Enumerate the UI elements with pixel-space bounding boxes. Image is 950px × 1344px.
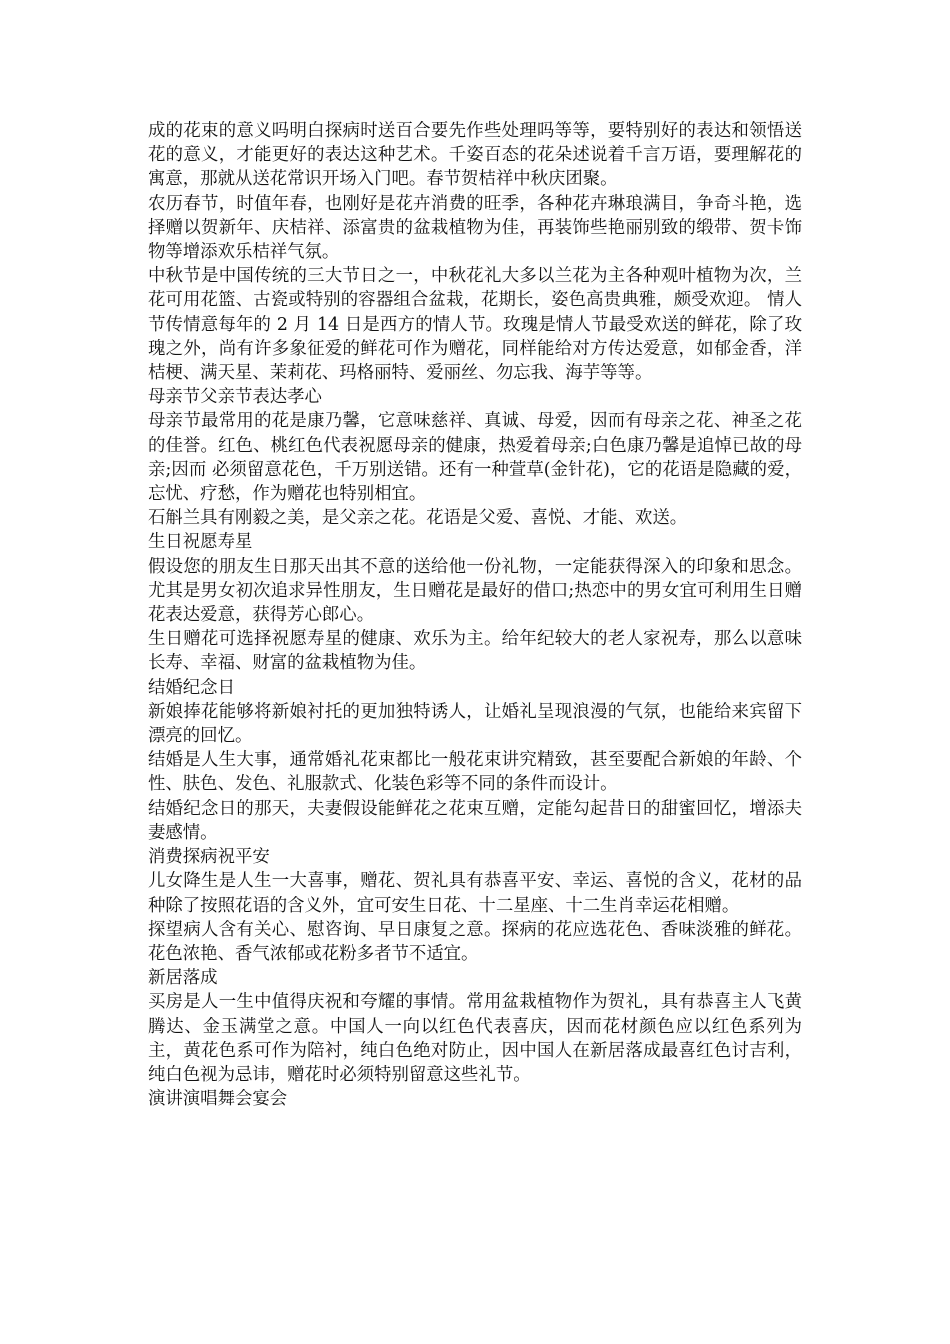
- paragraph: 石斛兰具有刚毅之美，是父亲之花。花语是父爱、喜悦、才能、欢送。: [148, 508, 688, 529]
- paragraph: 农历春节，时值年春，也刚好是花卉消费的旺季，各种花卉琳琅满目，争奇斗艳，选择赠以贺新年、庆桔祥、添富贵的盆栽植物为佳，再装饰些艳丽别致的缎带、贺卡饰物等增添欢乐桔祥气氛。: [148, 193, 802, 263]
- paragraph: 新娘捧花能够将新娘衬托的更加独特诱人，让婚礼呈现浪漫的气氛，也能给来宾留下漂亮的回忆。: [148, 701, 802, 747]
- section-heading: 结婚纪念日: [148, 677, 235, 698]
- paragraph: 儿女降生是人生一大喜事，赠花、贺礼具有恭喜平安、幸运、喜悦的含义，花材的品种除了按照花语的含义外，宜可安生日花、十二星座、十二生肖幸运花相赠。: [148, 871, 802, 916]
- section-heading: 新居落成: [148, 968, 218, 989]
- paragraph: 成的花束的意义吗明白探病时送百合要先作些处理吗等等，要特别好的表达和领悟送花的意义，才能更好的表达这种艺术。千姿百态的花朵述说着千言万语，要理解花的寓意，那就从送花常识开场入门吧。春节贺桔祥中秋庆团聚。: [148, 121, 802, 190]
- paragraph: 生日赠花可选择祝愿寿星的健康、欢乐为主。给年纪较大的老人家祝寿，那么以意味长寿、幸福、财富的盆栽植物为佳。: [148, 629, 802, 674]
- paragraph: 母亲节最常用的花是康乃馨，它意味慈祥、真诚、母爱，因而有母亲之花、神圣之花的佳誉。红色、桃红色代表祝愿母亲的健康，热爱着母亲;白色康乃馨是追悼已故的母亲;因而 必须留意花色，千万别送错。还有一种萱草(金针花)，它的花语是隐藏的爱，忘忧、疗愁，作为赠花也特别相宜。: [148, 411, 802, 505]
- section-heading: 演讲演唱舞会宴会: [148, 1089, 288, 1110]
- paragraph: 结婚是人生大事，通常婚礼花束都比一般花束讲究精致，甚至要配合新娘的年龄、个性、肤色、发色、礼服款式、化装色彩等不同的条件而设计。: [148, 750, 802, 795]
- paragraph: 探望病人含有关心、慰咨询、早日康复之意。探病的花应选花色、香味淡雅的鲜花。花色浓艳、香气浓郁或花粉多者节不适宜。: [148, 919, 802, 964]
- document-body: [148, 119, 802, 1111]
- paragraph: 假设您的朋友生日那天出其不意的送给他一份礼物，一定能获得深入的印象和思念。尤其是男女初次追求异性朋友，生日赠花是最好的借口;热恋中的男女宜可利用生日赠花表达爱意，获得芳心郎心。: [148, 556, 802, 626]
- section-heading: 消费探病祝平安: [148, 847, 270, 868]
- section-heading: 生日祝愿寿星: [148, 532, 253, 553]
- paragraph: 结婚纪念日的那天，夫妻假设能鲜花之花束互赠，定能勾起昔日的甜蜜回忆，增添夫妻感情。: [148, 798, 802, 843]
- paragraph: 中秋节是中国传统的三大节日之一，中秋花礼大多以兰花为主各种观叶植物为次，兰花可用花篮、古瓷或特别的容器组合盆栽，花期长，姿色高贵典雅，颇受欢迎。 情人节传情意每年的 2 月 14 日是西方的情人节。玫瑰是情人节最受欢送的鲜花，除了玫瑰之外，尚有许多象征爱的鲜花可作为赠花，同样能给对方传达爱意，如郁金香，洋桔梗、满天星、茉莉花、玛格丽特、爱丽丝、勿忘我、海芋等等。: [148, 266, 802, 384]
- paragraph: 买房是人一生中值得庆祝和夸耀的事情。常用盆栽植物作为贺礼，具有恭喜主人飞黄腾达、金玉满堂之意。中国人一向以红色代表喜庆，因而花材颜色应以红色系列为主，黄花色系可作为陪衬，纯白色绝对防止，因中国人在新居落成最喜红色讨吉利，纯白色视为忌讳，赠花时必须特别留意这些礼节。: [148, 992, 802, 1085]
- section-heading: 母亲节父亲节表达孝心: [148, 387, 322, 408]
